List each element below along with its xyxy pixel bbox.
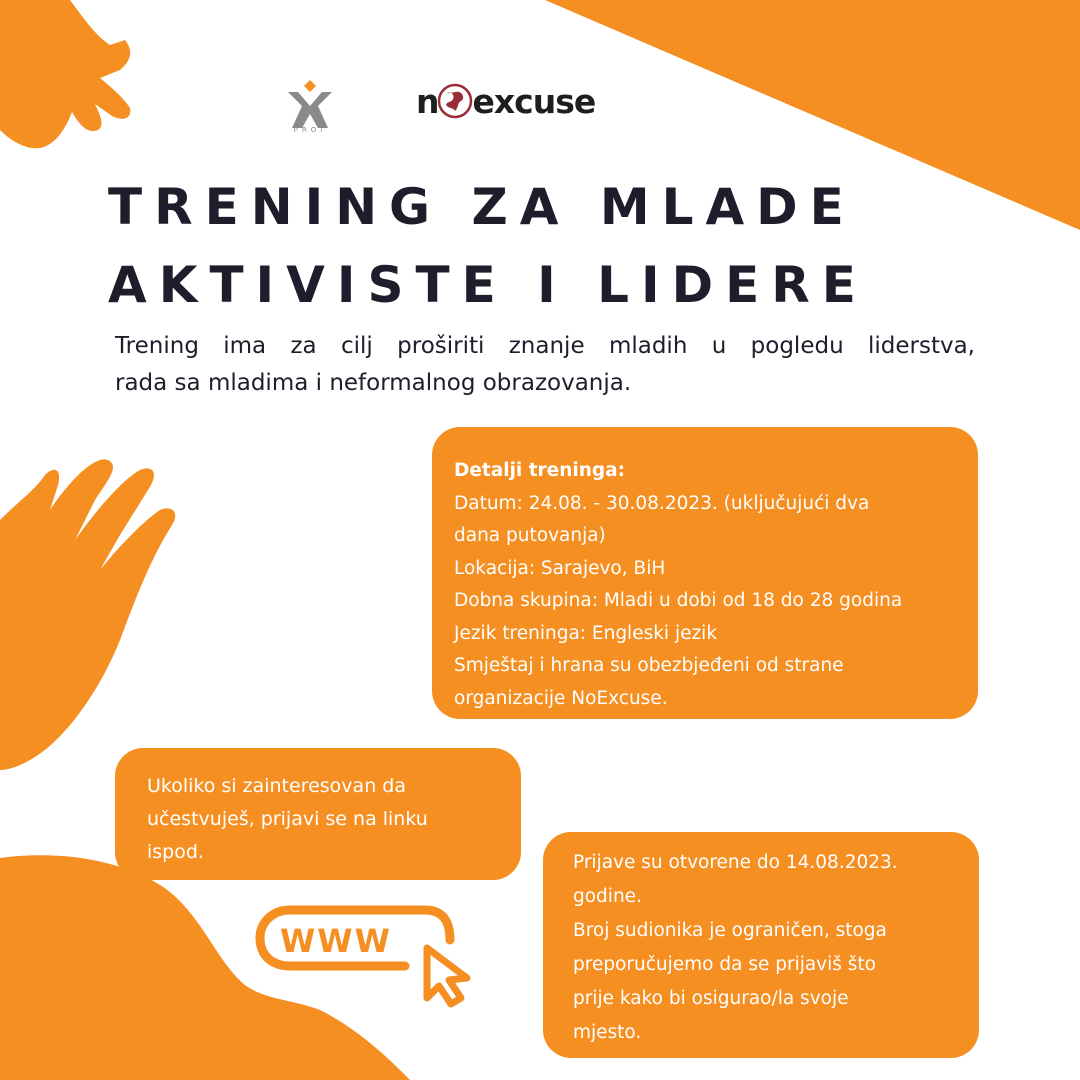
details-line: Dobna skupina: Mladi u dobi od 18 do 28 godina	[454, 590, 903, 611]
cta-line: ispod.	[147, 841, 204, 863]
details-line: organizacije NoExcuse.	[454, 687, 668, 709]
details-line: Jezik treninga: Engleski jezik	[454, 622, 718, 644]
cta-line: Ukoliko si zainteresovan da	[147, 775, 406, 797]
proi-logo-label: PROI	[293, 126, 327, 134]
page-title-line-2: AKTIVISTE I LIDERE	[108, 256, 868, 314]
intro-paragraph	[115, 328, 975, 402]
intro-line-2: rada sa mladima i neformalnog obrazovanja.	[115, 370, 632, 396]
page-title-line-1: TRENING ZA MLADE	[108, 178, 856, 236]
deadline-line: preporučujemo da se prijaviš što	[573, 954, 877, 975]
details-line: Datum: 24.08. - 30.08.2023. (uključujući dva	[454, 492, 870, 514]
details-line: Smještaj i hrana su obezbjeđeni od strane	[454, 655, 844, 676]
deadline-line: Prijave su otvorene do 14.08.2023.	[573, 852, 898, 873]
training-details-card	[432, 427, 978, 719]
deadline-line: prije kako bi osigurao/la svoje	[573, 988, 849, 1009]
deadline-card	[543, 832, 979, 1058]
details-heading: Detalji treninga:	[454, 460, 626, 481]
noexcuse-logo	[416, 80, 595, 124]
details-line: dana putovanja)	[454, 525, 606, 546]
left-hand-shape	[0, 459, 175, 770]
www-link-button[interactable]	[255, 900, 485, 1010]
deadline-line: mjesto.	[573, 1022, 642, 1043]
cursor-arrow-icon	[427, 948, 467, 1004]
details-line: Lokacija: Sarajevo, BiH	[454, 557, 666, 579]
www-link-label: WWW	[280, 922, 392, 960]
noexcuse-logo-prefix: n	[416, 82, 439, 121]
intro-line-1: Trening ima za cilj proširiti znanje mladih u pogledu liderstva,	[115, 333, 975, 359]
deadline-line: Broj sudionika je ograničen, stoga	[573, 920, 887, 941]
cta-line: učestvuješ, prijavi se na linku	[147, 808, 428, 830]
page-title	[108, 168, 1008, 324]
top-left-hand-shape	[0, 0, 130, 148]
noexcuse-logo-suffix: excuse	[472, 82, 596, 121]
apply-info-card	[115, 748, 521, 880]
globe-icon	[437, 83, 473, 119]
deadline-line: godine.	[573, 886, 642, 907]
